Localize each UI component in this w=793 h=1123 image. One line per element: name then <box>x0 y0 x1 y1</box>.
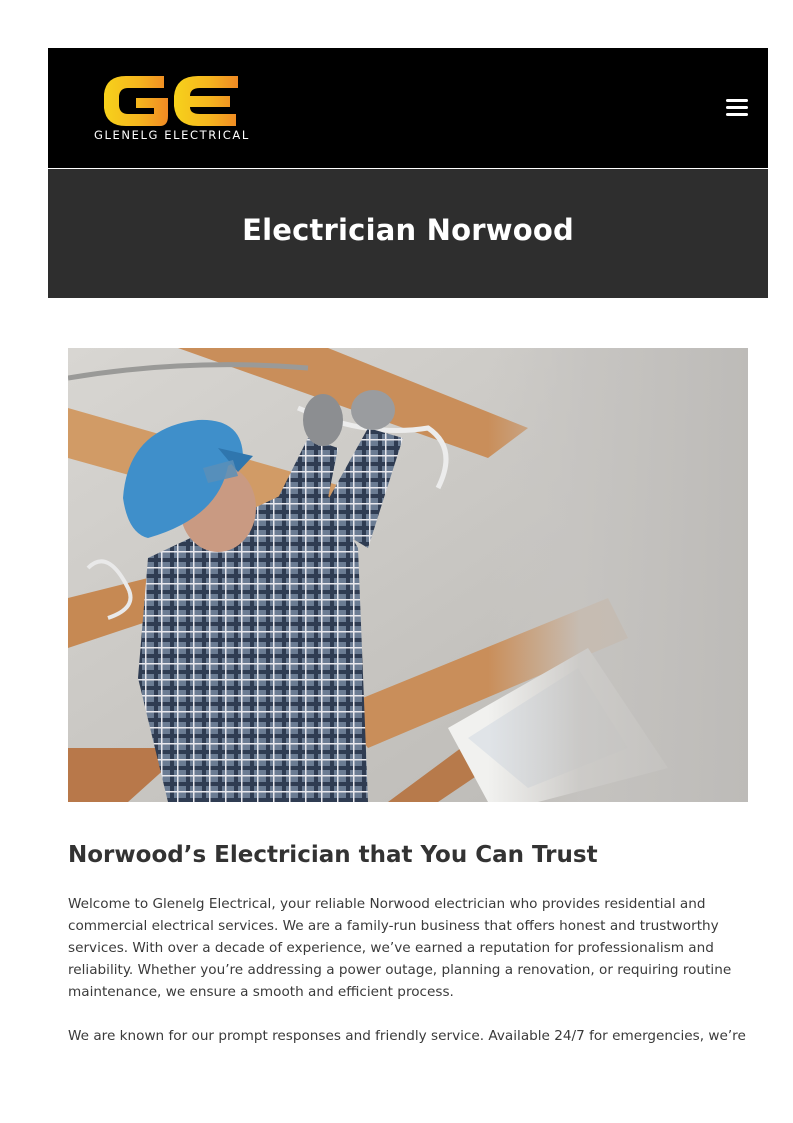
section-heading: Norwood’s Electrician that You Can Trust <box>68 842 598 868</box>
intro-paragraph: Welcome to Glenelg Electrical, your reliable Norwood electrician who provides residential and commercial electrical services. We are a family-run business that offers honest and trustworthy services. With over a decade of experience, we’ve earned a reputation for professionalism and reliability. Whether you’re addressing a power outage, planning a renovation, or requiring routine maintenance, we ensure a smooth and efficient process. <box>68 896 732 1000</box>
hero-image <box>68 348 748 802</box>
second-paragraph: We are known for our prompt responses and friendly service. Available 24/7 for emergencies, we’re <box>68 1028 746 1044</box>
hamburger-menu-icon[interactable] <box>724 96 750 120</box>
electrician-photo-icon <box>68 348 748 802</box>
site-header <box>48 48 768 168</box>
page-title-band <box>48 169 768 298</box>
ge-logo-mark <box>102 74 252 128</box>
site-logo[interactable] <box>94 72 264 146</box>
logo-wordmark: GLENELG ELECTRICAL <box>94 128 250 142</box>
page-title: Electrician Norwood <box>242 213 574 247</box>
